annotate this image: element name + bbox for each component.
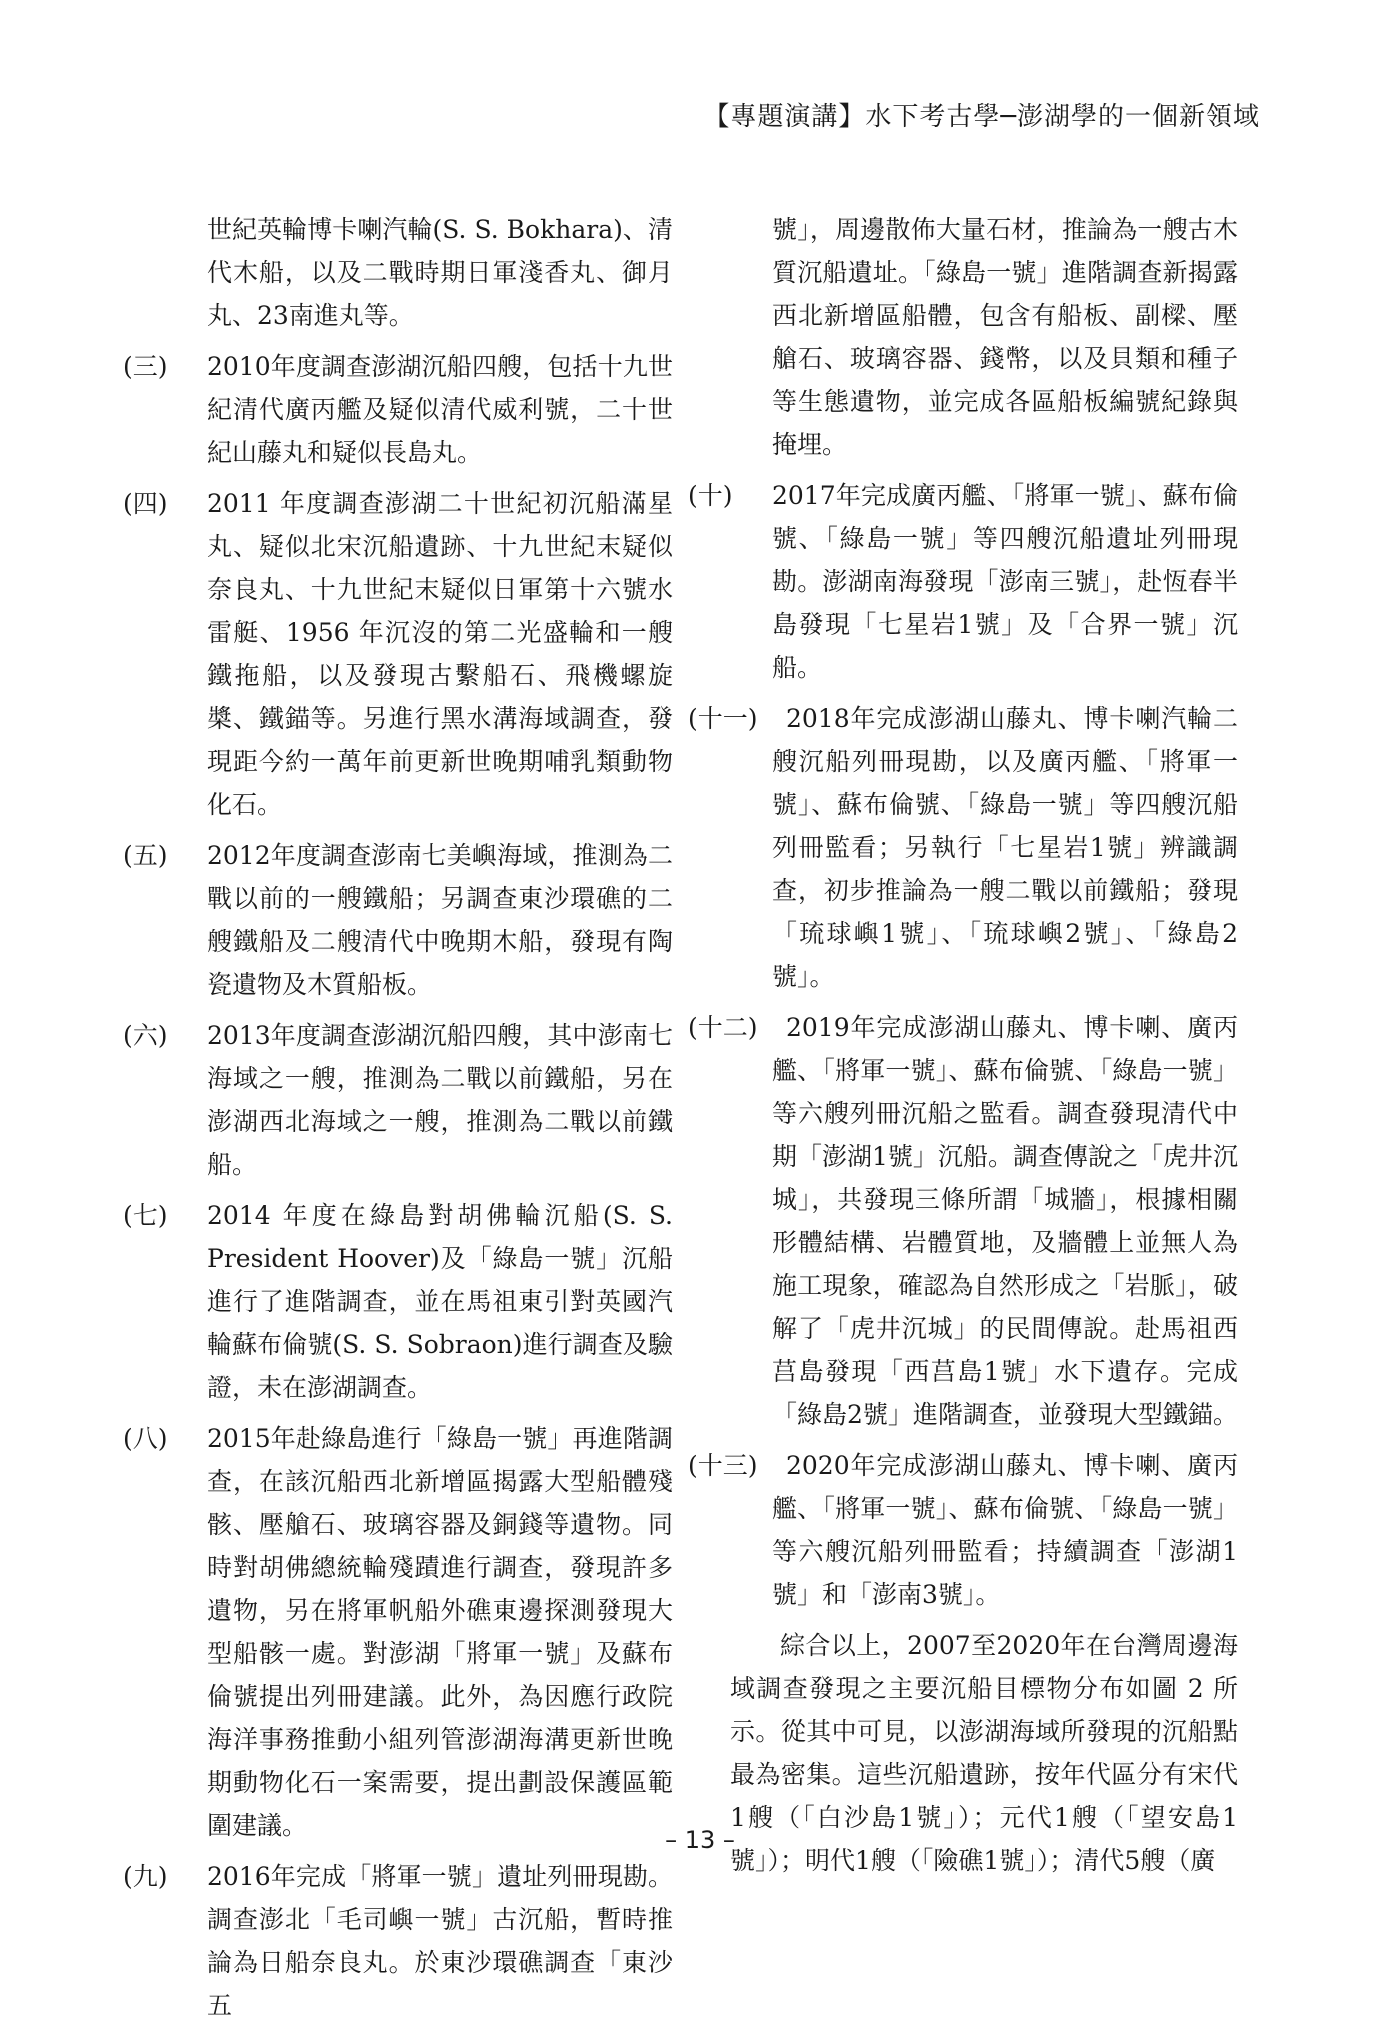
list-item-text: 2019年完成澎湖山藤丸、博卡喇、廣丙艦、「將軍一號」、蘇布倫號、「綠島一號」等六艘列冊沉船之監看。調查發現清代中期「澎湖1號」沉船。調查傳說之「虎井沉城」，共發現三條所謂「城牆」，根據相關形體結構、岩體質地，及牆體上並無人為施工現象，確認為自然形成之「岩脈」，破解了「虎井沉城」的民間傳說。赴馬祖西莒島發現「西莒島1號」水下遺存。完成「綠島2號」進階調查，並發現大型鐵錨。 [772,1013,1238,1429]
list-item [123,1417,673,1847]
list-item [123,482,673,826]
continuation-paragraph: 號」，周邊散佈大量石材，推論為一艘古木質沉船遺址。「綠島一號」進階調查新揭露西北新增區船體，包含有船板、副樑、壓艙石、玻璃容器、錢幣，以及貝類和種子等生態遺物，並完成各區船板編號紀錄與掩埋。 [772,215,1238,459]
list-item-text: 2017年完成廣丙艦、「將軍一號」、蘇布倫號、「綠島一號」等四艘沉船遺址列冊現勘。澎湖南海發現「澎南三號」，赴恆春半島發現「七星岩1號」及「合界一號」沉船。 [772,481,1238,682]
running-header: 【專題演講】水下考古學─澎湖學的一個新領域 [703,102,1260,132]
list-item-text: 2015年赴綠島進行「綠島一號」再進階調查，在該沉船西北新增區揭露大型船體殘骸、壓艙石、玻璃容器及銅錢等遺物。同時對胡佛總統輪殘蹟進行調查，發現許多遺物，另在將軍帆船外礁東邊探測發現大型船骸一處。對澎湖「將軍一號」及蘇布倫號提出列冊建議。此外，為因應行政院海洋事務推動小組列管澎湖海溝更新世晚期動物化石一案需要，提出劃設保護區範圍建議。 [207,1424,673,1840]
list-item-text: 2013年度調查澎湖沉船四艘，其中澎南七海域之一艘，推測為二戰以前鐵船，另在澎湖西北海域之一艘，推測為二戰以前鐵船。 [207,1021,673,1179]
list-item-label: (四) [123,489,168,518]
list-item-label: (八) [123,1424,168,1453]
page-number: – 13 – [665,1826,735,1854]
list-item-text: 2018年完成澎湖山藤丸、博卡喇汽輪二艘沉船列冊現勘，以及廣丙艦、「將軍一號」、蘇布倫號、「綠島一號」等四艘沉船列冊監看；另執行「七星岩1號」辨識調查，初步推論為一艘二戰以前鐵船；發現「琉球嶼1號」、「琉球嶼2號」、「綠島2號」。 [772,704,1238,991]
list-item [688,474,1238,689]
list-item-label: (七) [123,1201,168,1230]
list-item-label: (五) [123,841,168,870]
list-item-text: 2020年完成澎湖山藤丸、博卡喇、廣丙艦、「將軍一號」、蘇布倫號、「綠島一號」等六艘沉船列冊監看；持續調查「澎湖1號」和「澎南3號」。 [772,1451,1238,1609]
list-item-label: (三) [123,352,168,381]
list-item [123,1194,673,1409]
summary-paragraph: 綜合以上，2007至2020年在台灣周邊海域調查發現之主要沉船目標物分布如圖 2 所示。從其中可見，以澎湖海域所發現的沉船點最為密集。這些沉船遺跡，按年代區分有宋代1艘（「白沙島1號」）；元代1艘（「望安島1號」）；明代1艘（「險礁1號」）；清代5艘（廣 [730,1631,1238,1875]
left-column [123,208,673,2035]
continuation-paragraph: 世紀英輪博卡喇汽輪(S. S. Bokhara)、清代木船，以及二戰時期日軍淺香丸、御月丸、23南進丸等。 [207,215,673,330]
list-item-text: 2014 年度在綠島對胡佛輪沉船(S. S. President Hoover)及「綠島一號」沉船進行了進階調查，並在馬祖東引對英國汽輪蘇布倫號(S. S. Sobraon)進行調查及驗證，未在澎湖調查。 [207,1201,673,1402]
list-item [123,834,673,1006]
list-item [688,1444,1238,1616]
list-item-label: (十) [688,481,733,510]
list-item [123,1014,673,1186]
list-item-text: 2010年度調查澎湖沉船四艘，包括十九世紀清代廣丙艦及疑似清代威利號，二十世紀山藤丸和疑似長島丸。 [207,352,673,467]
list-item-label: (十三) [688,1451,758,1480]
list-item [688,697,1238,998]
list-item-label: (十一) [688,704,758,733]
list-item-text: 2016年完成「將軍一號」遺址列冊現勘。調查澎北「毛司嶼一號」古沉船，暫時推論為日船奈良丸。於東沙環礁調查「東沙五 [207,1862,673,2020]
list-item [123,345,673,474]
list-item-label: (十二) [688,1013,758,1042]
list-item-text: 2012年度調查澎南七美嶼海域，推測為二戰以前的一艘鐵船；另調查東沙環礁的二艘鐵船及二艘清代中晚期木船，發現有陶瓷遺物及木質船板。 [207,841,673,999]
list-item-text: 2011 年度調查澎湖二十世紀初沉船滿星丸、疑似北宋沉船遺跡、十九世紀末疑似奈良丸、十九世紀末疑似日軍第十六號水雷艇、1956 年沉沒的第二光盛輪和一艘鐵拖船，以及發現古繫船石、飛機螺旋槳、鐵錨等。另進行黑水溝海域調查，發現距今約一萬年前更新世晚期哺乳類動物化石。 [207,489,673,819]
list-item-label: (六) [123,1021,168,1050]
list-item-label: (九) [123,1862,168,1891]
list-item [688,1006,1238,1436]
list-item [123,1855,673,2027]
